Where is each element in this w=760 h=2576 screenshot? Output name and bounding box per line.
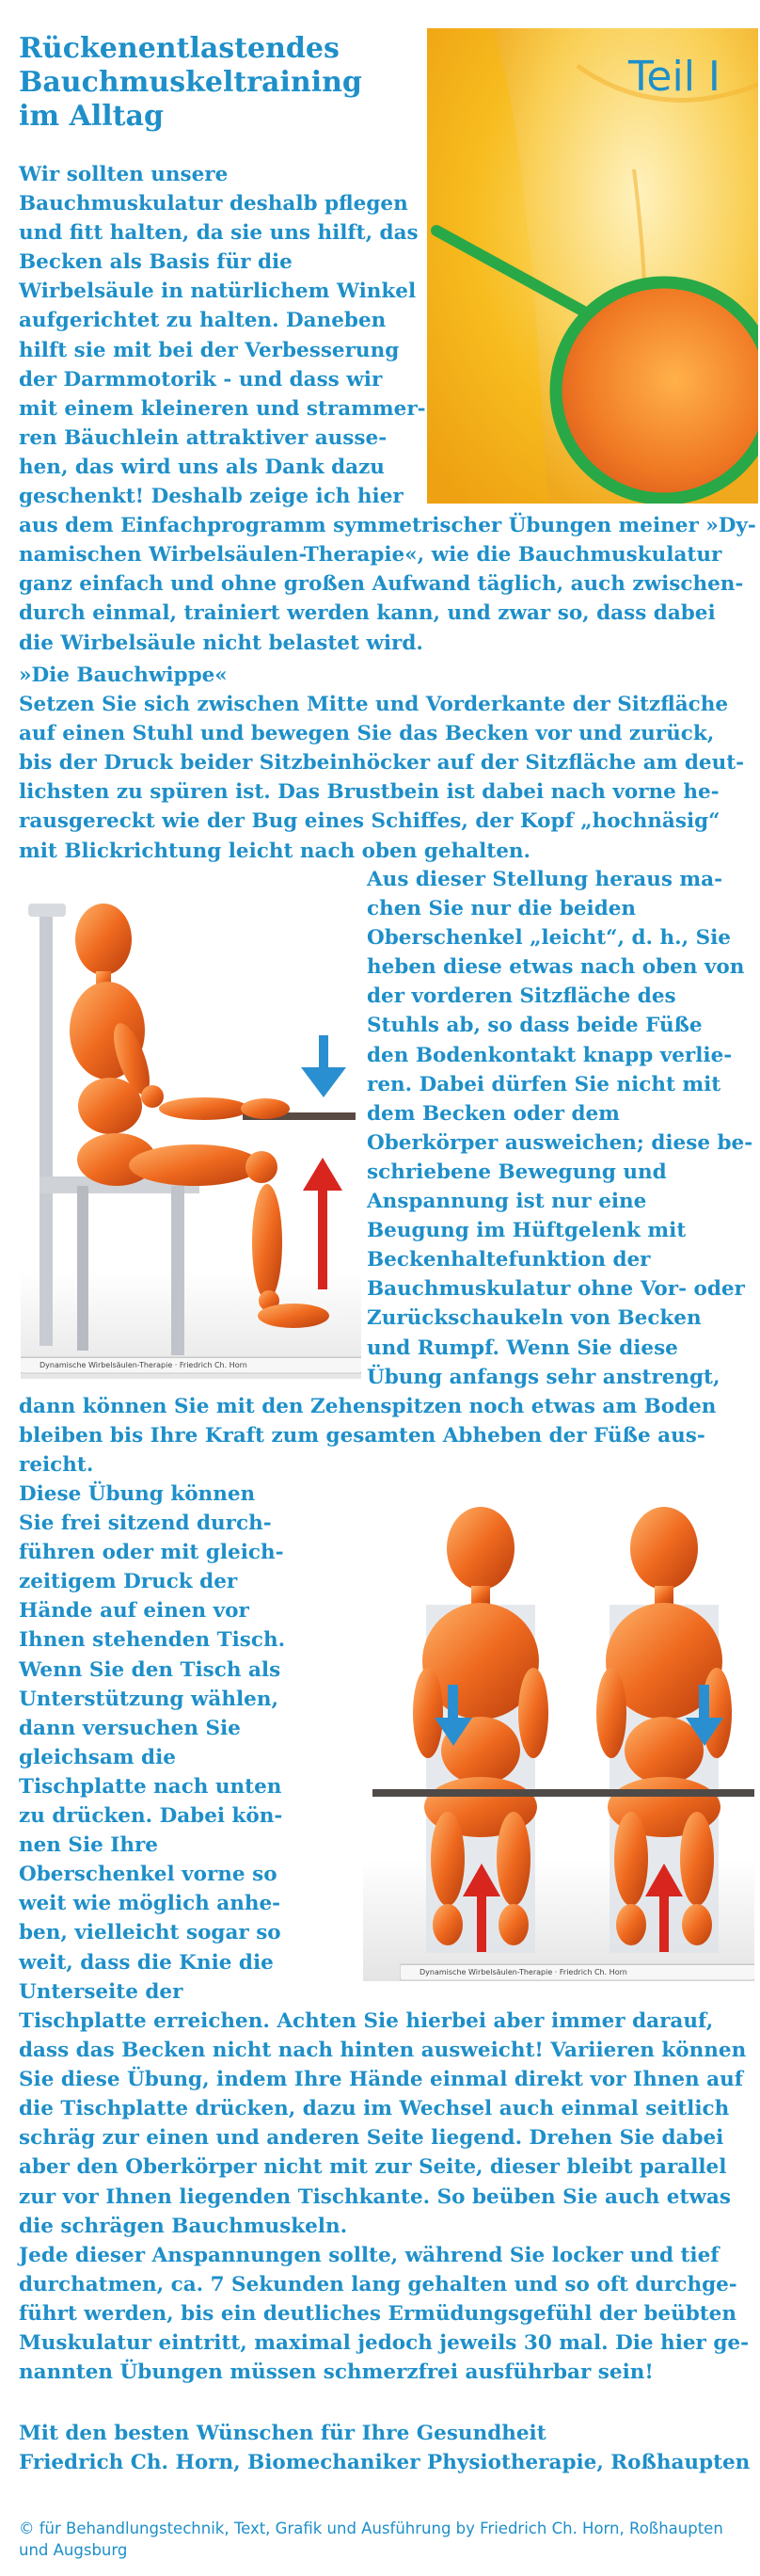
text-line: nannten Übungen müssen schmerzfrei ausführbar sein! <box>19 2360 654 2385</box>
text-line: Tischplatte erreichen. Achten Sie hierbei aber immer darauf, <box>19 2009 714 2033</box>
text-line: Unterseite der <box>19 1979 183 2004</box>
text-line: Muskulatur eintritt, maximal jedoch jeweils 30 mal. Die hier ge- <box>19 2331 750 2356</box>
text-line: Wenn Sie den Tisch als <box>19 1657 281 1682</box>
text-line: der Darmmotorik - und dass wir <box>19 367 383 392</box>
text-line: die schrägen Bauchmuskeln. <box>19 2214 348 2238</box>
text-line: chen Sie nur die beiden <box>367 897 637 921</box>
text-line: Oberschenkel „leicht“, d. h., Sie <box>367 926 731 951</box>
right-column-text <box>367 865 752 1392</box>
copyright-line: © für Behandlungstechnik, Text, Grafik und Ausführung by Friedrich Ch. Horn, Roßhaupten <box>19 2520 723 2537</box>
text-line: zu drücken. Dabei kön- <box>19 1804 283 1829</box>
text-line: bleiben bis Ihre Kraft zum gesamten Abheben der Füße aus- <box>19 1424 705 1448</box>
text-line: aber den Oberkörper nicht mit zur Seite, dieser bleibt parallel <box>19 2155 727 2180</box>
text-line: Übung anfangs sehr anstrengt, <box>367 1365 720 1389</box>
text-line: Stuhls ab, so dass beide Füße <box>367 1014 703 1038</box>
text-line: dann versuchen Sie <box>19 1716 241 1740</box>
down-arrow-icon <box>301 1035 346 1097</box>
seated-figure-illustration <box>21 866 361 1393</box>
figure-caption: Dynamische Wirbelsäulen-Therapie · Friedrich Ch. Horn <box>21 1357 361 1371</box>
text-line: der vorderen Sitzfläche des <box>367 984 676 1009</box>
text-line: rausgereckt wie der Bug eines Schiffes, der Kopf „hochnäsig“ <box>19 809 720 834</box>
table-figures-illustration <box>363 1482 754 1991</box>
up-arrow-icon <box>303 1158 342 1289</box>
text-line: die Wirbelsäule nicht belastet wird. <box>19 631 423 655</box>
text-line: Beugung im Hüftgelenk mit <box>367 1219 687 1243</box>
title-line: im Alltag <box>19 100 164 133</box>
text-line: weit wie möglich anhe- <box>19 1892 281 1916</box>
intro-paragraph <box>19 160 756 658</box>
title-line: Rückenentlastendes <box>19 32 340 65</box>
part-label: Teil I <box>628 53 720 101</box>
text-line: nen Sie Ihre <box>19 1833 158 1858</box>
text-line: auf einen Stuhl und bewegen Sie das Becken vor und zurück, <box>19 722 715 746</box>
text-line: den Bodenkontakt knapp verlie- <box>367 1043 733 1067</box>
text-line: Anspannung ist nur eine <box>367 1190 647 1214</box>
text-line: Ihnen stehenden Tisch. <box>19 1628 286 1653</box>
text-line: ren Bäuchlein attraktiver ausse- <box>19 425 388 450</box>
text-line: weit, dass die Knie die <box>19 1950 274 1975</box>
text-line: führt werden, bis ein deutliches Ermüdungsgefühl der beübten <box>19 2301 736 2326</box>
signature-line: Mit den besten Wünschen für Ihre Gesundheit <box>19 2422 546 2445</box>
text-line: durchatmen, ca. 7 Sekunden lang gehalten und so oft durchge- <box>19 2272 737 2296</box>
text-line: heben diese etwas nach oben von <box>367 955 745 980</box>
text-line: geschenkt! Deshalb zeige ich hier <box>19 485 404 509</box>
text-line: die Tischplatte drücken, dazu im Wechsel auch einmal seitlich <box>19 2097 730 2121</box>
text-line: Jede dieser Anspannungen sollte, während Sie locker und tief <box>19 2243 720 2267</box>
text-line: zur vor Ihnen liegenden Tischkante. So beüben Sie auch etwas <box>19 2184 731 2209</box>
text-line: Unterstützung wählen, <box>19 1687 278 1711</box>
text-line: aufgerichtet zu halten. Daneben <box>19 309 387 333</box>
copyright-line: und Augsburg <box>19 2541 128 2559</box>
exercise-paragraph <box>19 661 744 866</box>
text-line: lichsten zu spüren ist. Das Brustbein ist dabei nach vorne he- <box>19 780 720 805</box>
text-line: gleichsam die <box>19 1745 176 1769</box>
text-line: Sie frei sitzend durch- <box>19 1512 272 1536</box>
text-line: schriebene Bewegung und <box>367 1160 667 1184</box>
text-line: Oberschenkel vorne so <box>19 1863 277 1887</box>
text-line: Setzen Sie sich zwischen Mitte und Vorderkante der Sitzfläche <box>19 693 729 717</box>
text-line: Wirbelsäule in natürlichem Winkel <box>19 280 417 304</box>
text-line: ganz einfach und ohne großen Aufwand täglich, auch zwischen- <box>19 572 744 597</box>
title-line: Bauchmuskeltraining <box>19 66 362 99</box>
text-line: namischen Wirbelsäulen-Therapie«, wie die Bauchmuskulatur <box>19 543 722 568</box>
text-line: führen oder mit gleich- <box>19 1541 284 1565</box>
text-line: aus dem Einfachprogramm symmetrischer Übungen meiner »Dy- <box>19 514 756 538</box>
text-line: ren. Dabei dürfen Sie nicht mit <box>367 1072 721 1096</box>
text-line: dem Becken oder dem <box>367 1101 620 1126</box>
text-line: Becken als Basis für die <box>19 250 293 275</box>
text-line: Aus dieser Stellung heraus ma- <box>367 868 723 891</box>
text-line: Oberkörper ausweichen; diese be- <box>367 1130 753 1155</box>
text-line: und Rumpf. Wenn Sie diese <box>367 1336 678 1360</box>
figure-caption: Dynamische Wirbelsäulen-Therapie · Friedrich Ch. Horn <box>401 1964 754 1978</box>
text-line: schräg zur einen und anderen Seite liegend. Drehen Sie dabei <box>19 2126 724 2151</box>
text-line: dann können Sie mit den Zehenspitzen noch etwas am Boden <box>19 1395 717 1418</box>
text-line: durch einmal, trainiert werden kann, und zwar so, dass dabei <box>19 601 716 626</box>
article-title <box>19 32 414 134</box>
text-line: Bauchmuskulatur deshalb pflegen <box>19 192 408 216</box>
exercise-heading: »Die Bauchwippe« <box>19 664 228 687</box>
left-column-text <box>19 1480 285 2007</box>
text-line: Hände auf einen vor <box>19 1599 249 1624</box>
text-line: Tischplatte nach unten <box>19 1774 282 1799</box>
text-line: ben, vielleicht sogar so <box>19 1921 281 1945</box>
text-line: dass das Becken nicht nach hinten ausweicht! Variieren können <box>19 2039 747 2063</box>
text-line: reicht. <box>19 1453 94 1478</box>
text-line: Bauchmuskulatur ohne Vor- oder <box>367 1277 745 1302</box>
closing-paragraph <box>19 2007 749 2387</box>
bridge-paragraph <box>19 1392 716 1480</box>
text-line: Diese Übung können <box>19 1482 256 1506</box>
signature <box>19 2419 750 2477</box>
text-line: hen, das wird uns als Dank dazu <box>19 455 385 479</box>
text-line: Beckenhaltefunktion der <box>367 1248 651 1272</box>
text-line: hilft sie mit bei der Verbesserung <box>19 338 400 362</box>
text-line: mit Blickrichtung leicht nach oben gehalten. <box>19 839 531 863</box>
copyright-notice <box>19 2518 752 2561</box>
text-line: zeitigem Druck der <box>19 1570 238 1594</box>
text-line: und fitt halten, da sie uns hilft, das <box>19 221 419 246</box>
text-line: Sie diese Übung, indem Ihre Hände einmal direkt vor Ihnen auf <box>19 2068 743 2092</box>
signature-line: Friedrich Ch. Horn, Biomechaniker Physiotherapie, Roßhaupten <box>19 2451 751 2475</box>
text-line: bis der Druck beider Sitzbeinhöcker auf der Sitzfläche am deut- <box>19 751 745 776</box>
text-line: mit einem kleineren und strammer- <box>19 396 426 421</box>
text-line: Wir sollten unsere <box>19 163 229 186</box>
text-line: Zurückschaukeln von Becken <box>367 1306 702 1331</box>
